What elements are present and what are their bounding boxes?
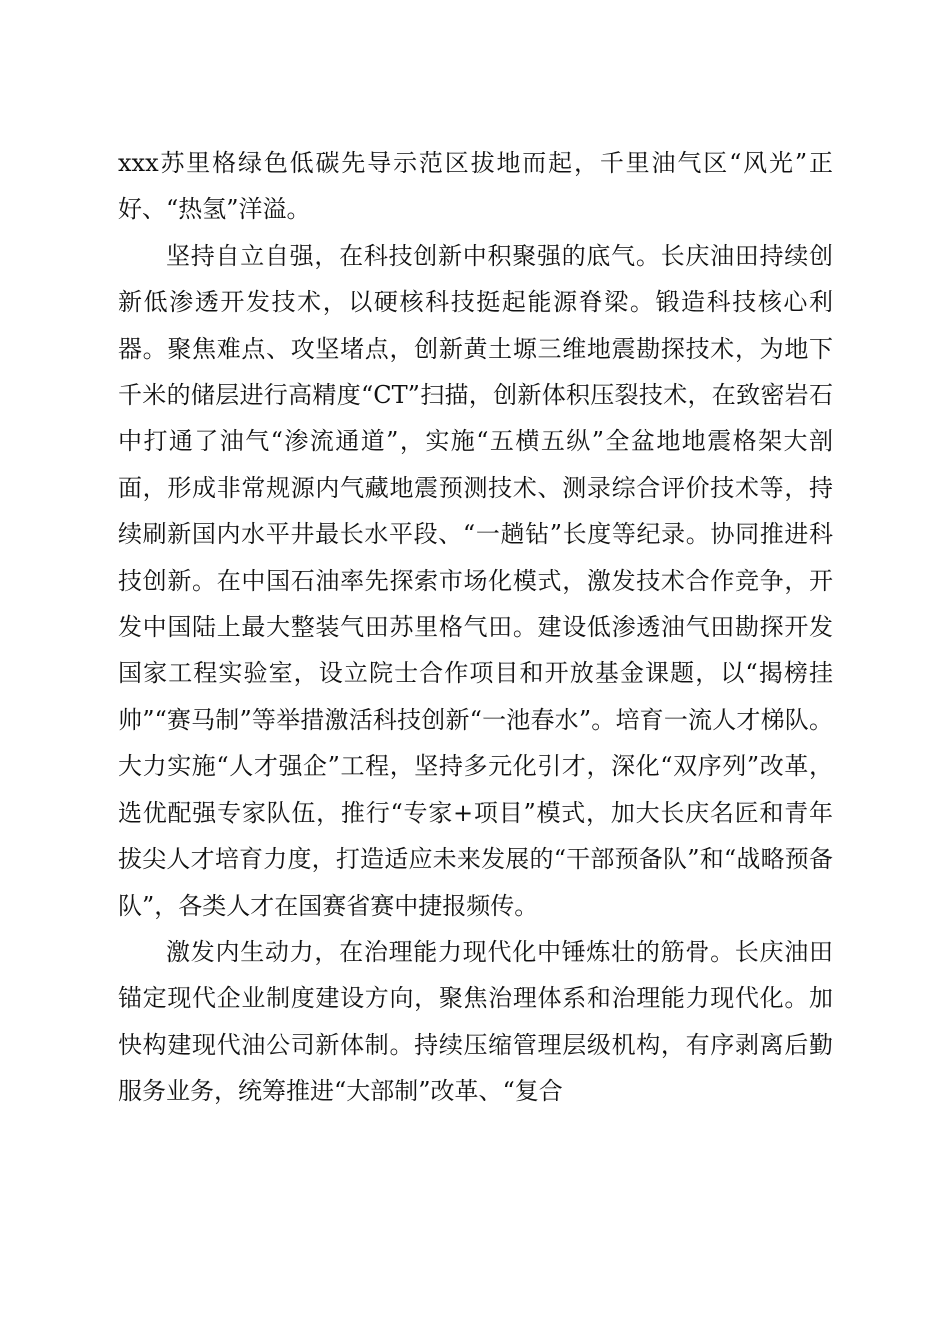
- body-text: [118, 140, 833, 1115]
- paragraph-1: xxx苏里格绿色低碳先导示范区拔地而起，千里油气区“风光”正好、“热氢”洋溢。: [118, 149, 833, 224]
- paragraph-2: 坚持自立自强，在科技创新中积聚强的底气。长庆油田持续创新低渗透开发技术，以硬核科技挺起能源脊梁。锻造科技核心利器。聚焦难点、攻坚堵点，创新黄土塬三维地震勘探技术，为地下千米的储层进行高精度“CT”扫描，创新体积压裂技术，在致密岩石中打通了油气“渗流通道”，实施“五横五纵”全盆地地震格架大剖面，形成非常规源内气藏地震预测技术、测录综合评价技术等，持续刷新国内水平井最长水平段、“一趟钻”长度等纪录。协同推进科技创新。在中国石油率先探索市场化模式，激发技术合作竞争，开发中国陆上最大整装气田苏里格气田。建设低渗透油气田勘探开发国家工程实验室，设立院士合作项目和开放基金课题，以“揭榜挂帅”“赛马制”等举措激活科技创新“一池春水”。培育一流人才梯队。大力实施“人才强企”工程，坚持多元化引才，深化“双序列”改革，选优配强专家队伍，推行“专家+项目”模式，加大长庆名匠和青年拔尖人才培育力度，打造适应未来发展的“干部预备队”和“战略预备队”，各类人才在国赛省赛中捷报频传。: [118, 241, 833, 920]
- paragraph-3: 激发内生动力，在治理能力现代化中锤炼壮的筋骨。长庆油田锚定现代企业制度建设方向，聚焦治理体系和治理能力现代化。加快构建现代油公司新体制。持续压缩管理层级机构，有序剥离后勤服务业务，统筹推进“大部制”改革、“复合: [118, 937, 833, 1106]
